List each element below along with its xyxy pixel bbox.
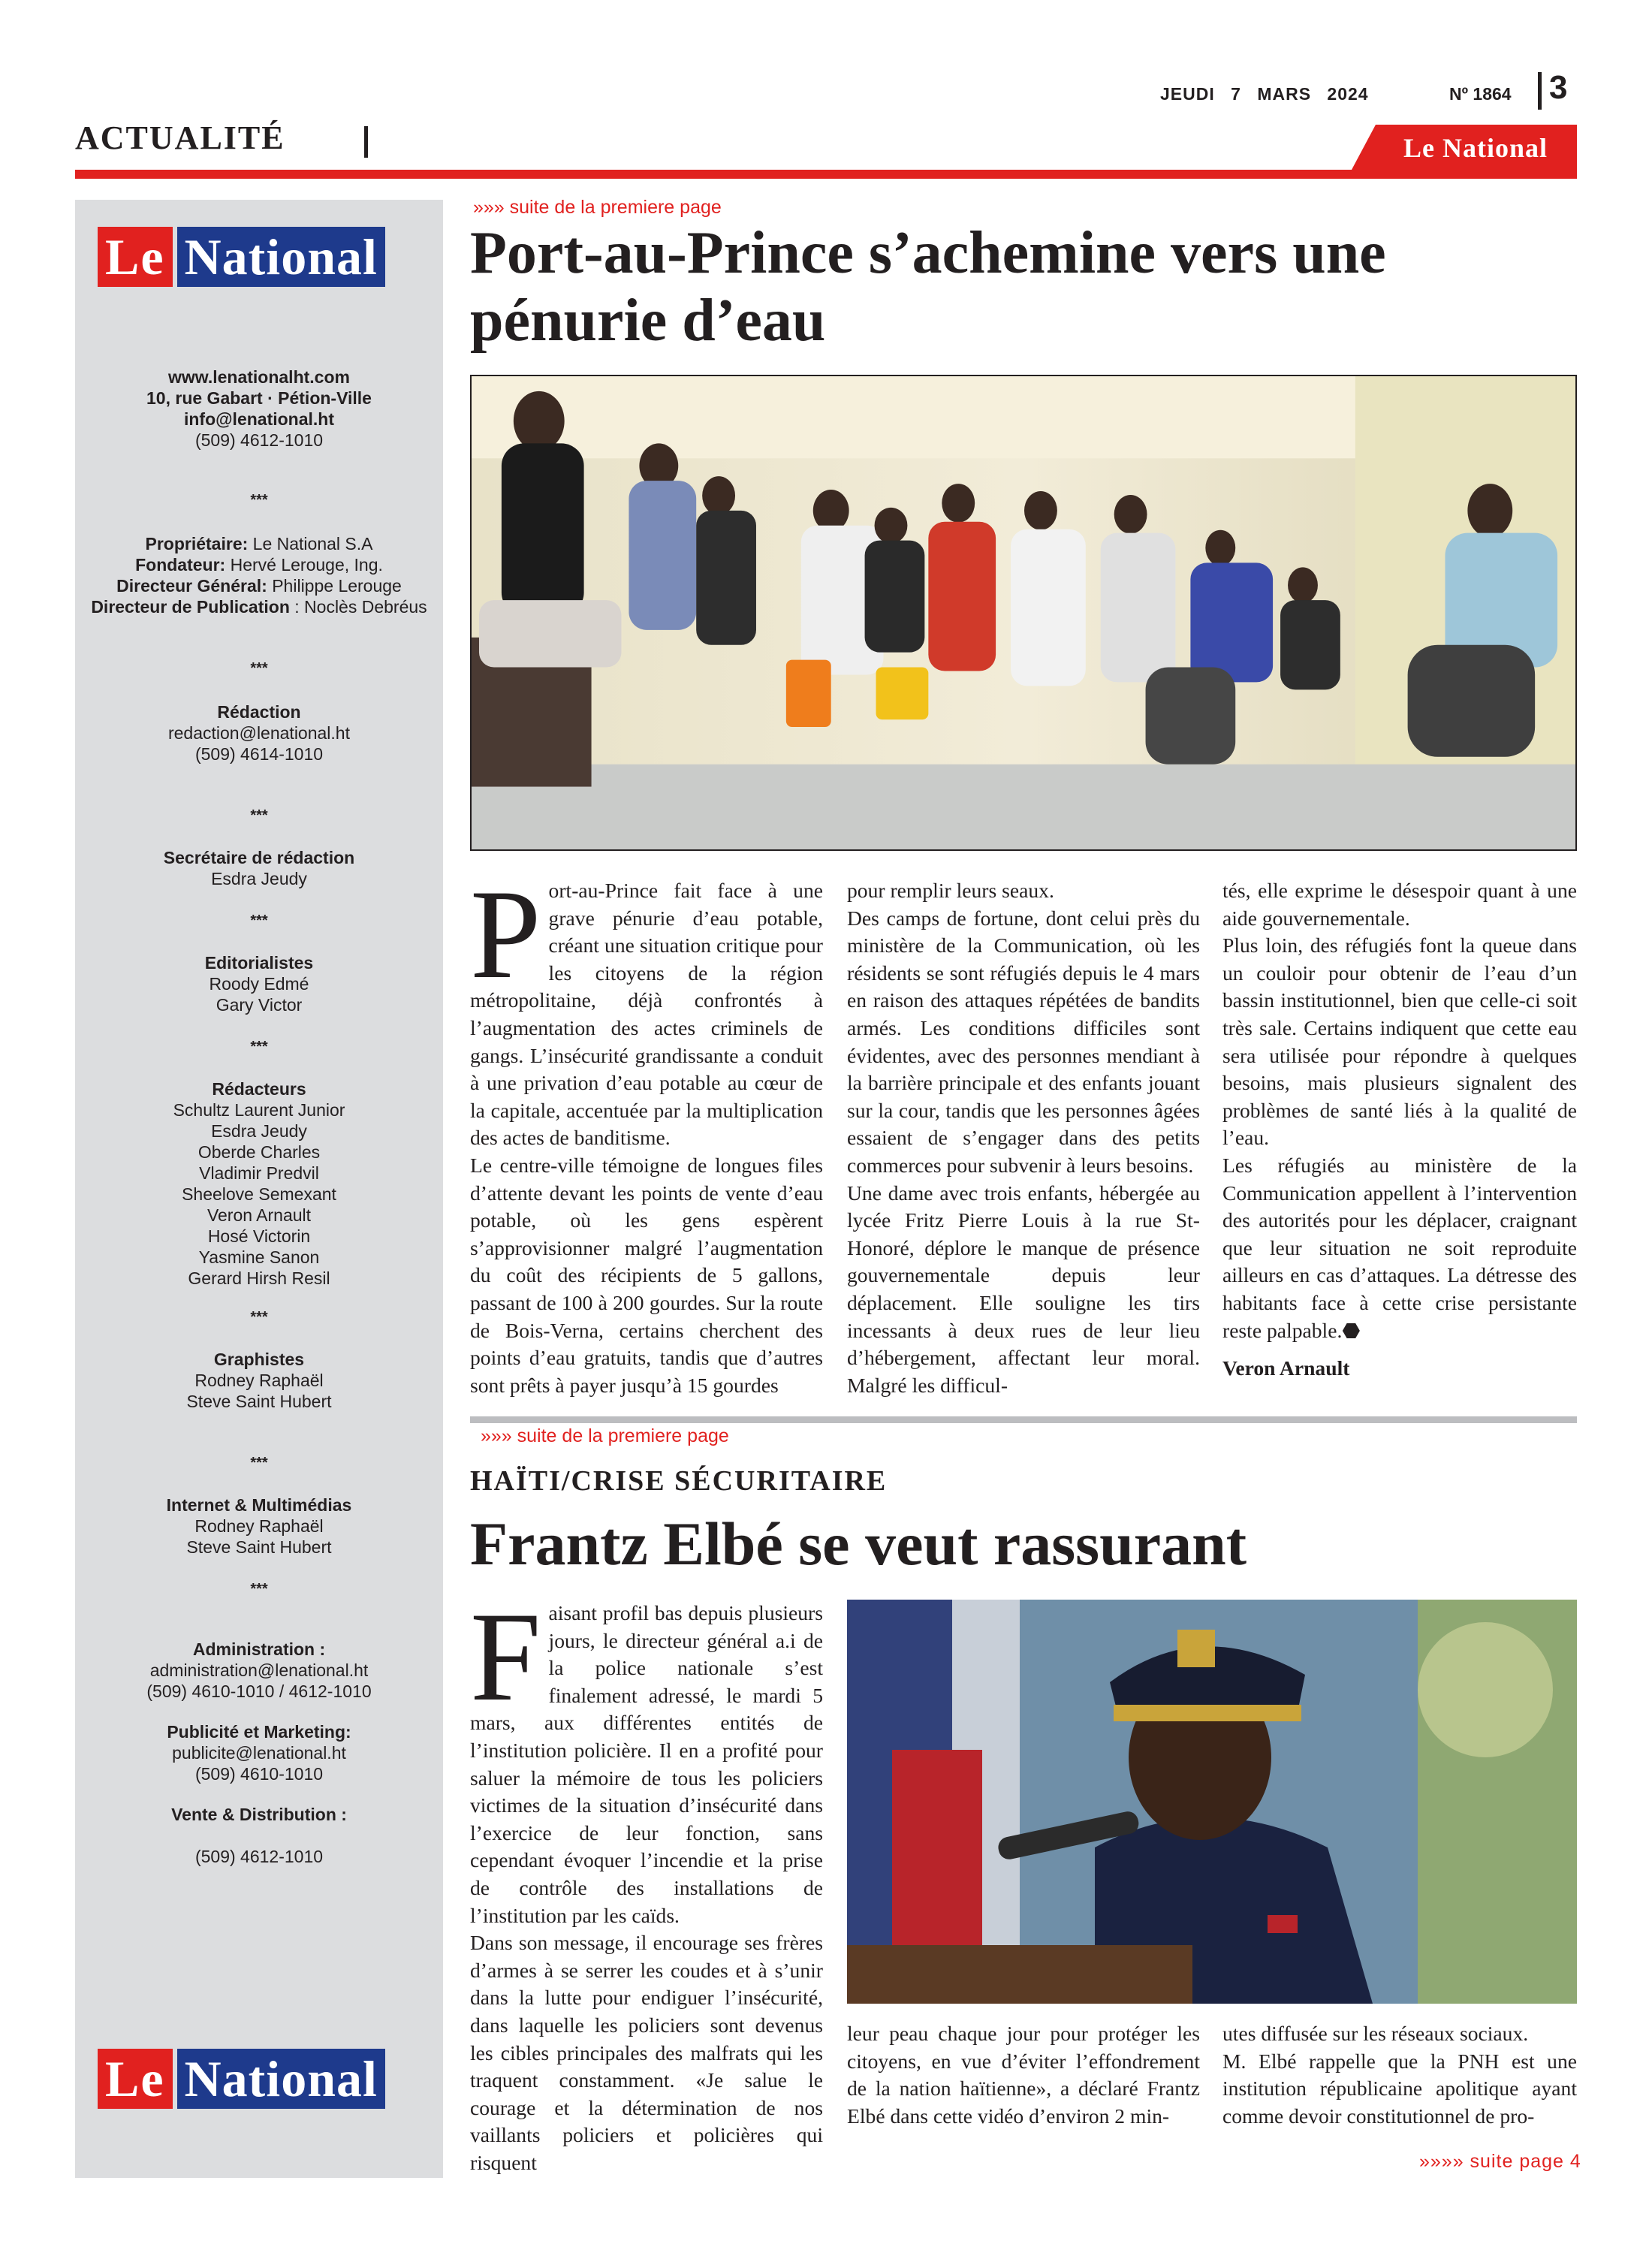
issue-date: JEUDI 7 MARS 2024 bbox=[1160, 84, 1369, 104]
article2-paragraph: aisant profil bas depuis plusieurs jours, le directeur général a.i de la police nationale s’est finalement adressé, le mardi 5 mars, aux différentes entités de l’institution policière. Il en a profité pour saluer la mémoire de tous les policiers victimes de la situation d’insécurité dans l’exercice de leur fonction, sans cependant évoquer l’incendie et la prise de contrôle des installations de l’institution par les caïds. bbox=[470, 1601, 823, 1927]
publicite-block bbox=[75, 1721, 443, 1784]
article1-column-2 bbox=[847, 877, 1200, 1399]
issue-number: Nº 1864 bbox=[1449, 84, 1512, 104]
article1-dropcap: P bbox=[470, 864, 541, 1005]
article1-paragraph: Le centre-ville témoigne de longues files d’attente devant les points de vente d’eau potable, où les gens espèrent s’approvisionner malgré l’augmentation du coût des récipients de 5 gallons, passant de 100 à 200 gourdes. Sur la route de Bois-Verna, certains cherchent des points d’eau gratuits, tandis que d’autres sont prêts à payer jusqu’à 15 gourdes bbox=[470, 1153, 823, 1397]
separator: *** bbox=[250, 1039, 268, 1055]
redacteur-name: Oberde Charles bbox=[197, 1142, 321, 1162]
internet-name: Steve Saint Hubert bbox=[186, 1537, 332, 1557]
header-rule bbox=[75, 170, 1577, 179]
header-divider bbox=[1538, 72, 1542, 110]
contact-block bbox=[75, 366, 443, 451]
vente-block bbox=[75, 1804, 443, 1867]
email-link[interactable]: info@lenational.ht bbox=[183, 409, 335, 429]
logo-national: National bbox=[177, 227, 385, 287]
article2-kicker: »»» suite de la premiere page bbox=[481, 1425, 729, 1446]
article1-paragraph: Plus loin, des réfugiés font la queue dans un couloir pour obtenir de l’eau d’un bassin institutionnel, bien que celle-ci soit très sale. Certains indiquent que cette eau sera utilisée pour répondre à quelques besoins, mais plusieurs signalent des problèmes de santé liés à la qualité de l’eau. bbox=[1222, 933, 1577, 1150]
website-link[interactable]: www.lenationalht.com bbox=[168, 367, 350, 387]
staff-owner: Propriétaire: Le National S.A bbox=[145, 534, 373, 553]
vente-phone: (509) 4612-1010 bbox=[194, 1847, 324, 1866]
footer-logo bbox=[98, 2049, 385, 2109]
editorialistes-title: Editorialistes bbox=[204, 953, 314, 973]
redaction-title: Rédaction bbox=[217, 702, 301, 722]
internet-title: Internet & Multimédias bbox=[166, 1495, 352, 1515]
masthead-logo bbox=[98, 227, 385, 287]
staff-founder: Fondateur: Hervé Lerouge, Ing. bbox=[135, 555, 383, 575]
article1-headline: Port-au-Prince s’achemine vers une pénurie d’eau bbox=[470, 220, 1386, 354]
administration-block bbox=[75, 1639, 443, 1702]
address: 10, rue Gabart · Pétion-Ville bbox=[146, 388, 372, 408]
article2-paragraph: Dans son message, il encourage ses frères d’armes à se serrer les coudes et à s’unir dans la lutte pour endiguer l’insécurité, dans laquelle les policiers sont devenus les cibles principales des malfrats qui les traquent constamment. «Je salue le courage et la détermination de nos vaillants policiers et policières qui risquent bbox=[470, 1931, 823, 2174]
redacteur-name: Gerard Hirsh Resil bbox=[188, 1268, 330, 1288]
water-queue-photo bbox=[470, 375, 1577, 851]
logo-national: National bbox=[177, 2049, 385, 2109]
section-divider bbox=[364, 126, 368, 158]
article1-byline: Veron Arnault bbox=[1222, 1356, 1350, 1380]
article2-headline: Frantz Elbé se veut rassurant bbox=[470, 1510, 1247, 1578]
secretaire-block bbox=[75, 847, 443, 889]
police-chief-photo bbox=[847, 1600, 1577, 2004]
continued-link[interactable]: »»»» suite page 4 bbox=[1419, 2151, 1581, 2172]
graphiste-name: Rodney Raphaël bbox=[194, 1371, 324, 1390]
article1-paragraph: Une dame avec trois enfants, hébergée au lycée Fritz Pierre Louis à la rue St-Honoré, déplore le manque de présence gouvernementale depuis leur déplacement. Elle souligne les tirs incessants à deux rues de leur lieu d’hébergement, affectant leur moral. Malgré les difficul- bbox=[847, 1181, 1200, 1397]
publicite-phone: (509) 4610-1010 bbox=[194, 1764, 324, 1784]
article-divider bbox=[470, 1416, 1577, 1423]
graphiste-name: Steve Saint Hubert bbox=[186, 1392, 332, 1411]
administration-phone: (509) 4610-1010 / 4612-1010 bbox=[146, 1681, 372, 1701]
phone: (509) 4612-1010 bbox=[194, 430, 324, 450]
separator: *** bbox=[250, 492, 268, 508]
article2-column-2 bbox=[847, 2020, 1200, 2130]
article2-dropcap: F bbox=[470, 1586, 541, 1727]
redacteur-name: Yasmine Sanon bbox=[198, 1247, 320, 1267]
article1-paragraph: Les réfugiés au ministère de la Communication appellent à l’intervention des autorités pour les déplacer, craignant que leur situation ne soit reproduite ailleurs en cas d’attaques. La détresse des habitants face à cette crise persistante reste palpable.⬣ bbox=[1222, 1153, 1577, 1342]
redacteur-name: Hosé Victorin bbox=[207, 1226, 311, 1246]
editorialiste-name: Roody Edmé bbox=[209, 974, 309, 994]
logo-le: Le bbox=[98, 2049, 173, 2109]
end-mark-icon: ⬣ bbox=[1342, 1318, 1361, 1342]
article1-column-3 bbox=[1222, 877, 1577, 1383]
redacteur-name: Schultz Laurent Junior bbox=[173, 1100, 345, 1120]
article1-paragraph: Des camps de fortune, dont celui près du ministère de la Communication, où les résidents se sont réfugiés depuis le 4 mars en raison des attaques répétées de bandits armés. Les conditions difficiles sont évidentes, avec des personnes mendiant à la barrière principale et des enfants jouant sur la cour, tandis que les personnes âgées essaient de s’engager dans des petits commerces pour subvenir à leurs besoins. bbox=[847, 906, 1200, 1177]
internet-block bbox=[75, 1494, 443, 1558]
redaction-block bbox=[75, 701, 443, 765]
brand-tab-label: Le National bbox=[1403, 133, 1548, 163]
separator: *** bbox=[250, 1455, 268, 1471]
water-queue-image bbox=[472, 376, 1575, 849]
graphistes-title: Graphistes bbox=[213, 1350, 305, 1369]
logo-le: Le bbox=[98, 227, 173, 287]
editorialiste-name: Gary Victor bbox=[216, 995, 303, 1015]
separator: *** bbox=[250, 807, 268, 824]
redacteurs-block bbox=[75, 1078, 443, 1289]
redaction-email[interactable]: redaction@lenational.ht bbox=[167, 723, 350, 743]
article1-paragraph: pour remplir leurs seaux. bbox=[847, 879, 1054, 902]
section-label: ACTUALITÉ bbox=[75, 119, 285, 156]
staff-publisher: Directeur de Publication : Noclès Debréus bbox=[91, 597, 427, 617]
page-number: 3 bbox=[1549, 69, 1568, 106]
separator: *** bbox=[250, 912, 268, 929]
article2-rubric: HAÏTI/CRISE SÉCURITAIRE bbox=[470, 1465, 888, 1497]
article1-paragraph: tés, elle exprime le désespoir quant à une aide gouvernementale. bbox=[1222, 879, 1577, 930]
secretaire-name: Esdra Jeudy bbox=[211, 869, 307, 888]
article2-paragraph: leur peau chaque jour pour protéger les citoyens, en vue d’éviter l’effondrement de la nation haïtienne», a déclaré Frantz Elbé dans cette vidéo d’environ 2 min- bbox=[847, 2022, 1200, 2128]
article2-paragraph: utes diffusée sur les réseaux sociaux. bbox=[1222, 2022, 1529, 2045]
article2-column-1 bbox=[470, 1586, 823, 2176]
separator: *** bbox=[250, 1581, 268, 1597]
article1-column-1 bbox=[470, 864, 823, 1399]
redacteur-name: Sheelove Semexant bbox=[182, 1184, 336, 1204]
editorialistes-block bbox=[75, 952, 443, 1015]
redacteur-name: Esdra Jeudy bbox=[211, 1121, 307, 1141]
vente-title: Vente & Distribution : bbox=[171, 1805, 347, 1824]
police-chief-image bbox=[847, 1600, 1577, 2004]
administration-title: Administration : bbox=[192, 1639, 326, 1659]
internet-name: Rodney Raphaël bbox=[194, 1516, 324, 1536]
staff-block bbox=[75, 533, 443, 617]
staff-director: Directeur Général: Philippe Lerouge bbox=[116, 576, 402, 596]
separator: *** bbox=[250, 660, 268, 677]
article2-paragraph: M. Elbé rappelle que la PNH est une institution républicaine apolitique ayant comme devoir constitutionnel de pro- bbox=[1222, 2049, 1577, 2128]
separator: *** bbox=[250, 1309, 268, 1326]
administration-email[interactable]: administration@lenational.ht bbox=[149, 1660, 369, 1680]
article1-paragraph: ort-au-Prince fait face à une grave pénurie d’eau potable, créant une situation critique pour les citoyens de la région métropolitaine, déjà confrontés à l’augmentation des actes criminels de gangs. L’insécurité grandissante a conduit à une privation d’eau potable au cœur de la capitale, accentuée par la multiplication des actes de banditisme. bbox=[470, 879, 823, 1150]
redacteur-name: Vladimir Predvil bbox=[199, 1163, 319, 1183]
publicite-email[interactable]: publicite@lenational.ht bbox=[172, 1743, 346, 1763]
redacteur-name: Veron Arnault bbox=[206, 1205, 312, 1225]
article1-kicker: »»» suite de la premiere page bbox=[473, 197, 722, 218]
article2-column-3 bbox=[1222, 2020, 1577, 2130]
graphistes-block bbox=[75, 1349, 443, 1412]
publicite-title: Publicité et Marketing: bbox=[167, 1722, 351, 1742]
secretaire-title: Secrétaire de rédaction bbox=[163, 848, 355, 867]
redaction-phone: (509) 4614-1010 bbox=[194, 744, 324, 764]
redacteurs-title: Rédacteurs bbox=[212, 1079, 306, 1099]
